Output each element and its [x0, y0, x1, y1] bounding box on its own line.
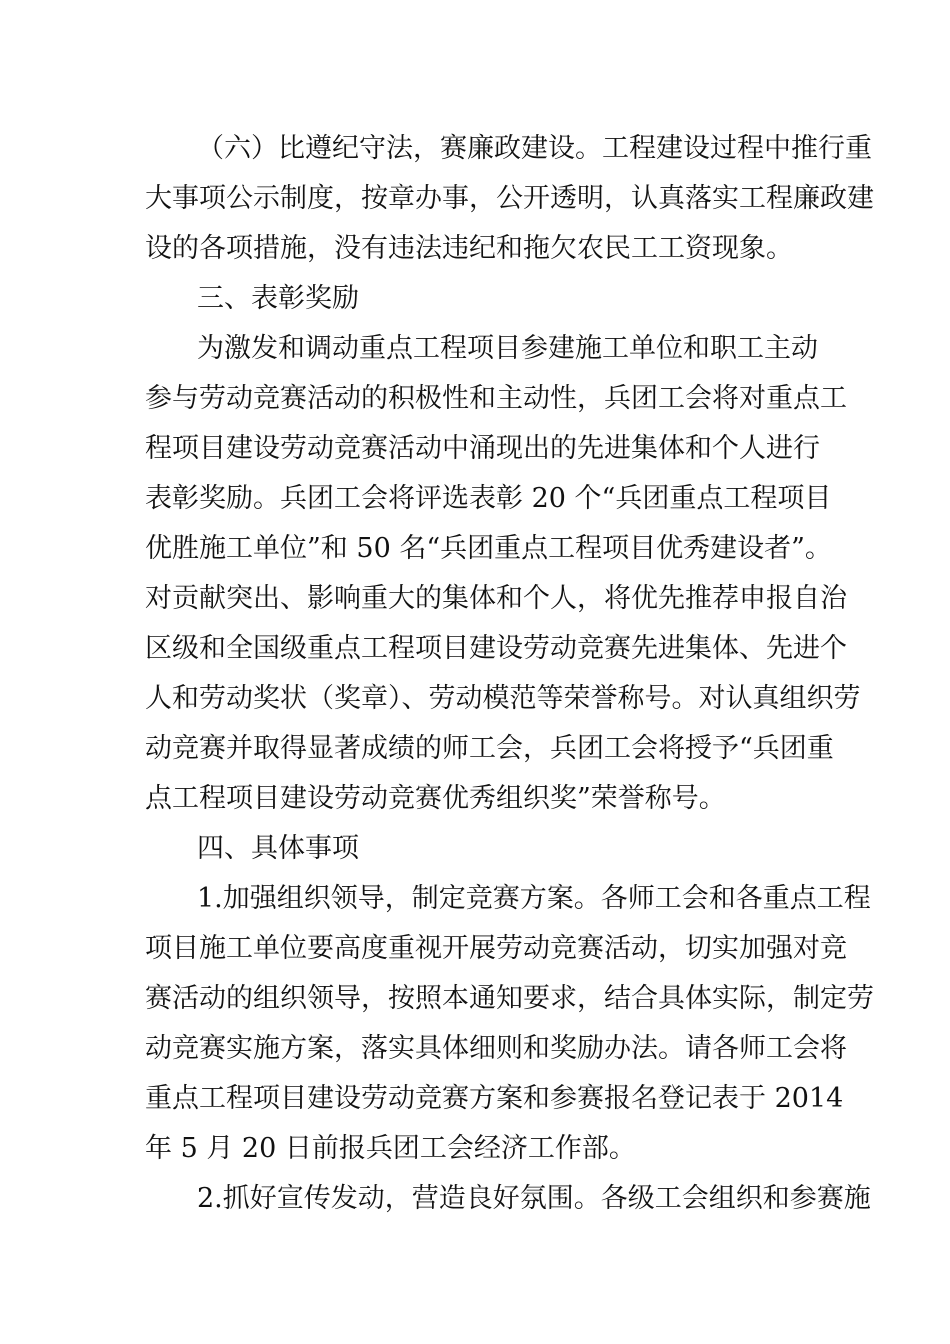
paragraph-line: 对贡献突出、影响重大的集体和个人，将优先推荐申报自治 [145, 583, 847, 614]
paragraph-line: 年 5 月 20 日前报兵团工会经济工作部。 [145, 1133, 636, 1164]
paragraph-line: 大事项公示制度，按章办事，公开透明，认真落实工程廉政建 [145, 183, 874, 214]
paragraph-line: （六）比遵纪守法，赛廉政建设。工程建设过程中推行重 [197, 133, 872, 164]
paragraph-line: 1.加强组织领导，制定竞赛方案。各师工会和各重点工程 [197, 883, 871, 914]
paragraph-line: 2.抓好宣传发动，营造良好氛围。各级工会组织和参赛施 [197, 1183, 871, 1214]
section-heading: 四、具体事项 [197, 833, 359, 864]
paragraph-line: 动竞赛实施方案，落实具体细则和奖励办法。请各师工会将 [145, 1033, 847, 1064]
section-heading: 三、表彰奖励 [197, 283, 359, 314]
paragraph-line: 设的各项措施，没有违法违纪和拖欠农民工工资现象。 [145, 233, 793, 264]
paragraph-line: 动竞赛并取得显著成绩的师工会，兵团工会将授予“兵团重 [145, 733, 834, 764]
paragraph-line: 优胜施工单位”和 50 名“兵团重点工程项目优秀建设者”。 [145, 533, 832, 564]
paragraph-line: 为激发和调动重点工程项目参建施工单位和职工主动 [197, 333, 818, 364]
paragraph-line: 表彰奖励。兵团工会将评选表彰 20 个“兵团重点工程项目 [145, 483, 832, 514]
paragraph-line: 人和劳动奖状（奖章）、劳动模范等荣誉称号。对认真组织劳 [145, 683, 861, 714]
paragraph-line: 点工程项目建设劳动竞赛优秀组织奖”荣誉称号。 [145, 783, 726, 814]
paragraph-line: 项目施工单位要高度重视开展劳动竞赛活动，切实加强对竞 [145, 933, 847, 964]
paragraph-line: 区级和全国级重点工程项目建设劳动竞赛先进集体、先进个 [145, 633, 847, 664]
paragraph-line: 参与劳动竞赛活动的积极性和主动性，兵团工会将对重点工 [145, 383, 847, 414]
paragraph-line: 程项目建设劳动竞赛活动中涌现出的先进集体和个人进行 [145, 433, 820, 464]
paragraph-line: 赛活动的组织领导，按照本通知要求，结合具体实际，制定劳 [145, 983, 874, 1014]
paragraph-line: 重点工程项目建设劳动竞赛方案和参赛报名登记表于 2014 [145, 1083, 844, 1114]
